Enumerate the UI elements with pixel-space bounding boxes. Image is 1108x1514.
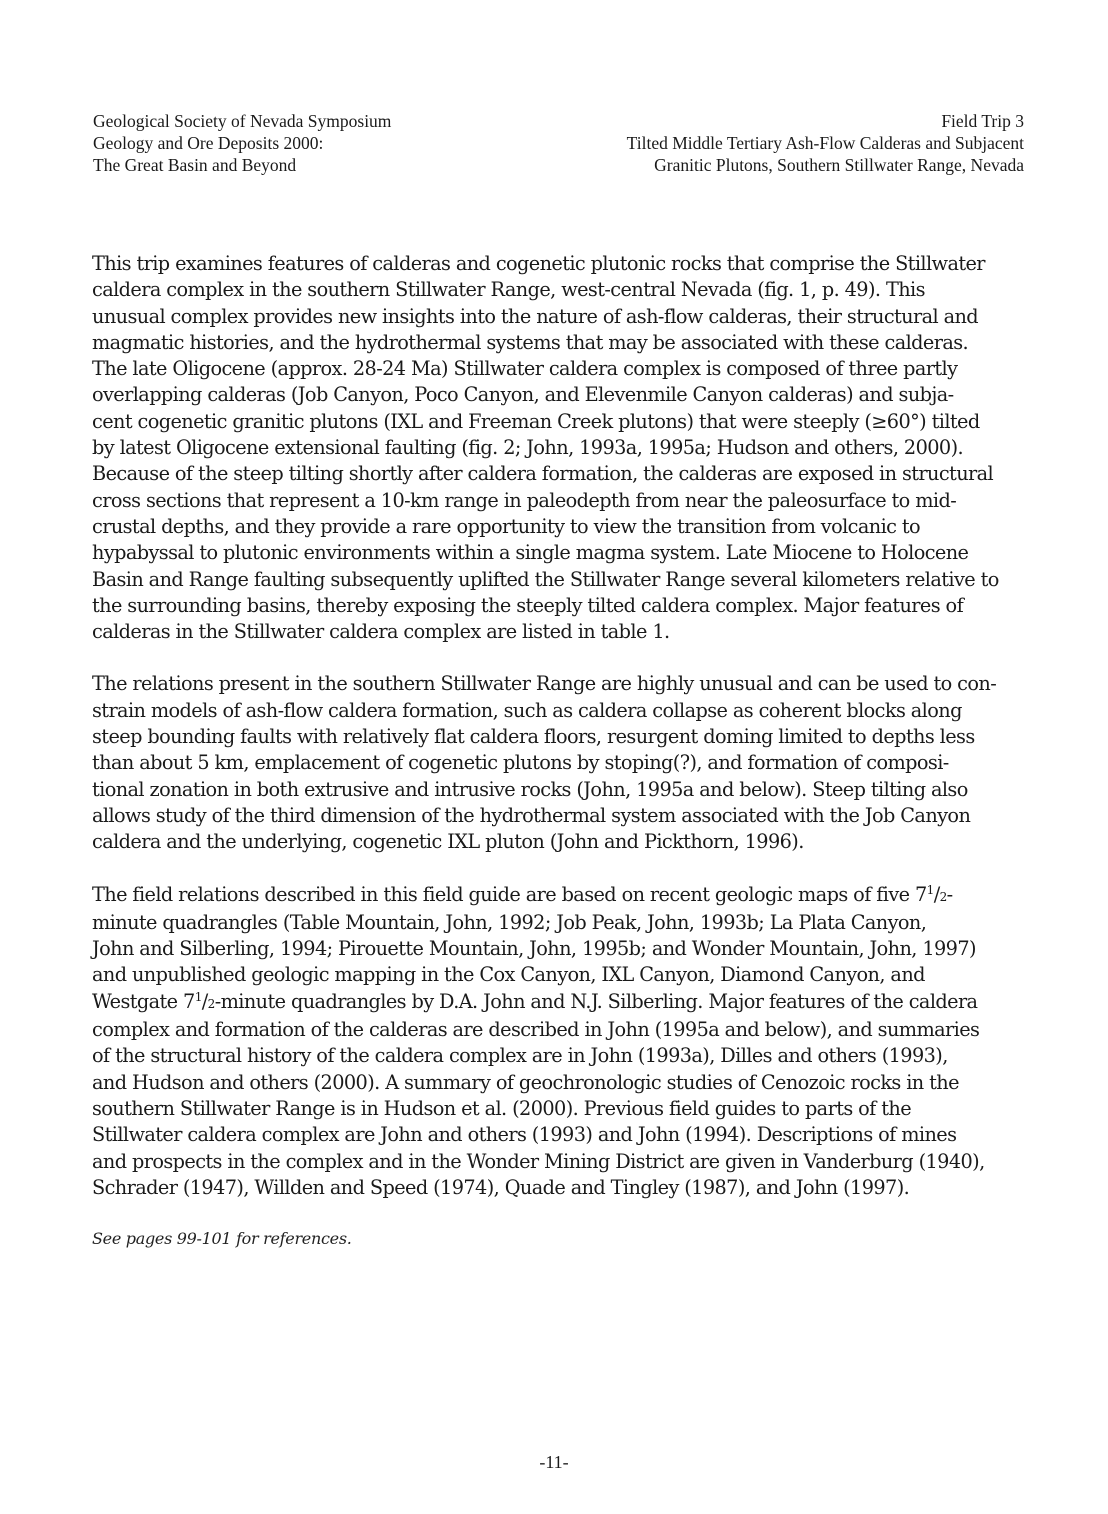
text-line: steep bounding faults with relatively flat caldera floors, resurgent doming limited to depths less bbox=[92, 725, 975, 749]
text-segment: The field relations described in this field guide are based on recent geologic maps of five 7 bbox=[92, 882, 927, 906]
field-trip-header bbox=[627, 110, 1024, 176]
text-line: than about 5 km, emplacement of cogenetic plutons by stoping(?), and formation of composi- bbox=[92, 751, 949, 775]
text-line: The relations present in the southern Stillwater Range are highly unusual and can be used to con- bbox=[92, 672, 997, 696]
text-segment: - bbox=[946, 882, 953, 906]
text-line: minute quadrangles (Table Mountain, John, 1992; Job Peak, John, 1993b; La Plata Canyon, bbox=[92, 910, 927, 934]
header-right-line: Tilted Middle Tertiary Ash-Flow Calderas and Subjacent bbox=[626, 133, 1024, 153]
text-line: strain models of ash-flow caldera formation, such as caldera collapse as coherent blocks along bbox=[92, 698, 962, 722]
header-left-line: The Great Basin and Beyond bbox=[93, 155, 297, 175]
text-line: and unpublished geologic mapping in the Cox Canyon, IXL Canyon, Diamond Canyon, and bbox=[92, 963, 925, 987]
text-line: by latest Oligocene extensional faulting (fig. 2; John, 1993a, 1995a; Hudson and others, 2000). bbox=[92, 436, 964, 460]
fraction-slash: / bbox=[933, 882, 940, 906]
text-line: and prospects in the complex and in the Wonder Mining District are given in Vanderburg (1940), bbox=[92, 1149, 985, 1173]
text-line: caldera complex in the southern Stillwater Range, west-central Nevada (fig. 1, p. 49). This bbox=[92, 278, 925, 302]
fraction-numerator: 1 bbox=[926, 882, 934, 897]
fraction-denominator: 2 bbox=[207, 996, 215, 1011]
fraction-slash: / bbox=[201, 989, 208, 1013]
text-line: tional zonation in both extrusive and intrusive rocks (John, 1995a and below). Steep tilting also bbox=[92, 777, 968, 801]
text-line: the surrounding basins, thereby exposing the steeply tilted caldera complex. Major features of bbox=[92, 593, 964, 617]
text-line: calderas in the Stillwater caldera complex are listed in table 1. bbox=[92, 620, 670, 644]
text-line: crustal depths, and they provide a rare opportunity to view the transition from volcanic to bbox=[92, 514, 921, 538]
text-line: unusual complex provides new insights into the nature of ash-flow calderas, their structural and bbox=[92, 304, 979, 328]
text-line: overlapping calderas (Job Canyon, Poco Canyon, and Elevenmile Canyon calderas) and subja- bbox=[92, 383, 954, 407]
text-line: and Hudson and others (2000). A summary of geochronologic studies of Cenozoic rocks in the bbox=[92, 1070, 959, 1094]
text-line: complex and formation of the calderas are described in John (1995a and below), and summaries bbox=[92, 1018, 980, 1042]
paragraph-relations bbox=[92, 671, 1026, 855]
paragraph-introduction bbox=[92, 251, 1026, 645]
text-line bbox=[92, 882, 1026, 910]
text-line: of the structural history of the caldera complex are in John (1993a), Dilles and others (1993), bbox=[92, 1044, 948, 1068]
paragraph-sources bbox=[92, 882, 1026, 1202]
text-line: The late Oligocene (approx. 28-24 Ma) Stillwater caldera complex is composed of three partly bbox=[92, 357, 958, 381]
fraction-numerator: 1 bbox=[194, 989, 202, 1004]
text-segment: -minute quadrangles by D.A. John and N.J. Silberling. Major features of the caldera bbox=[214, 989, 978, 1013]
text-segment: Westgate 7 bbox=[92, 989, 195, 1013]
text-line: Stillwater caldera complex are John and others (1993) and John (1994). Descriptions of mines bbox=[92, 1123, 957, 1147]
text-line: hypabyssal to plutonic environments within a single magma system. Late Miocene to Holocene bbox=[92, 541, 969, 565]
header-left-line: Geological Society of Nevada Symposium bbox=[93, 111, 392, 131]
text-line: southern Stillwater Range is in Hudson et al. (2000). Previous field guides to parts of the bbox=[92, 1096, 912, 1120]
text-line: cross sections that represent a 10-km range in paleodepth from near the paleosurface to mid- bbox=[92, 488, 957, 512]
text-line: John and Silberling, 1994; Pirouette Mountain, John, 1995b; and Wonder Mountain, John, 1997) bbox=[92, 937, 976, 961]
fraction-denominator: 2 bbox=[939, 889, 947, 904]
header-right-line: Field Trip 3 bbox=[941, 111, 1024, 131]
running-header bbox=[93, 110, 1024, 176]
header-left-line: Geology and Ore Deposits 2000: bbox=[93, 133, 324, 153]
text-line: magmatic histories, and the hydrothermal systems that may be associated with these calderas. bbox=[92, 330, 969, 354]
header-right-line: Granitic Plutons, Southern Stillwater Range, Nevada bbox=[654, 155, 1024, 175]
symposium-header bbox=[93, 110, 391, 176]
text-line: Basin and Range faulting subsequently uplifted the Stillwater Range several kilometers relative to bbox=[92, 567, 999, 591]
main-text bbox=[92, 251, 1026, 1227]
text-line: cent cogenetic granitic plutons (IXL and Freeman Creek plutons) that were steeply (≥60°) tilted bbox=[92, 409, 980, 433]
references-note: See pages 99-101 for references. bbox=[92, 1229, 352, 1248]
text-line bbox=[92, 989, 1026, 1017]
text-line: This trip examines features of calderas and cogenetic plutonic rocks that comprise the Stillwater bbox=[92, 252, 985, 275]
page-number: -11- bbox=[539, 1452, 569, 1472]
text-line: caldera and the underlying, cogenetic IXL pluton (John and Pickthorn, 1996). bbox=[92, 830, 804, 854]
text-line: allows study of the third dimension of the hydrothermal system associated with the Job Canyon bbox=[92, 803, 971, 827]
text-line: Because of the steep tilting shortly after caldera formation, the calderas are exposed in structural bbox=[92, 462, 994, 486]
text-line: Schrader (1947), Willden and Speed (1974), Quade and Tingley (1987), and John (1997). bbox=[92, 1175, 910, 1199]
